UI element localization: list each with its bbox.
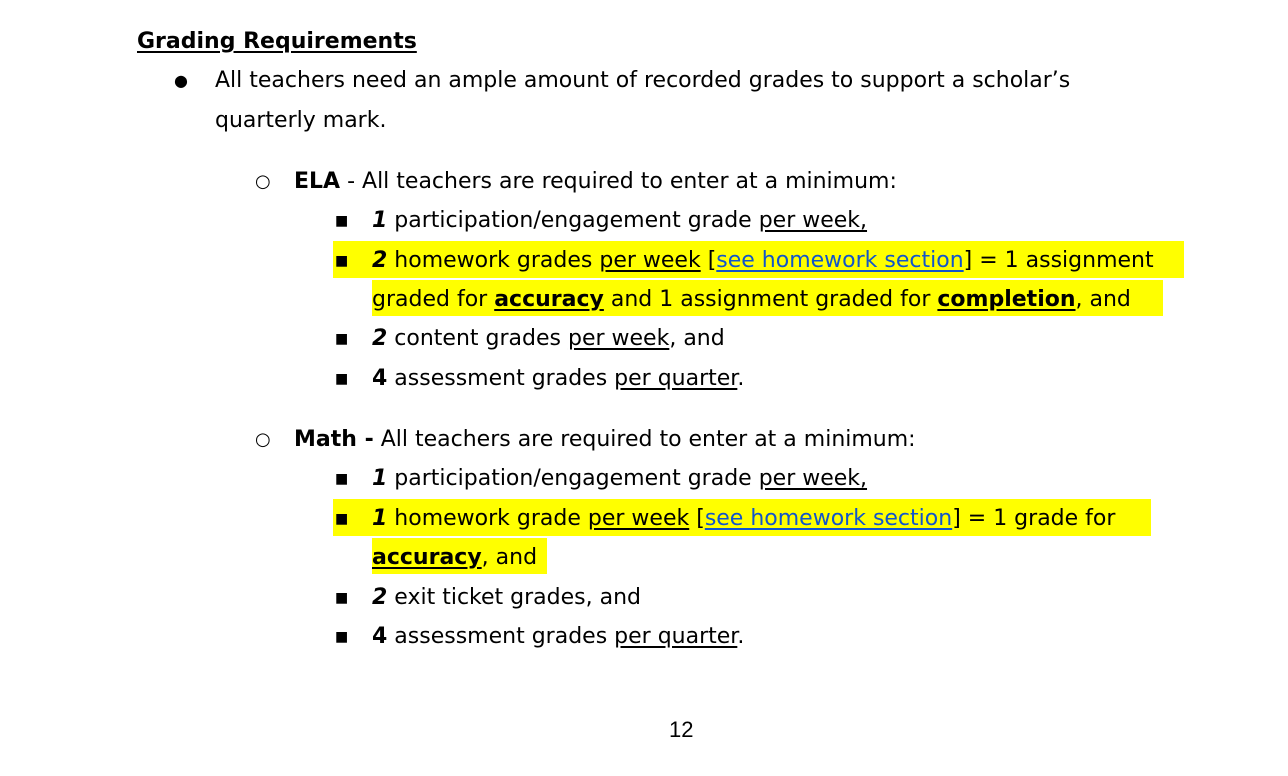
ela-lead: All teachers are required to enter at a minimum: [362, 169, 897, 194]
ela-content [372, 324, 725, 354]
page-number: 12 [669, 717, 694, 742]
math-line [294, 425, 916, 455]
bullet-square: ■ [335, 511, 349, 527]
text: content grades [387, 326, 568, 351]
text: , and [669, 326, 725, 351]
accuracy-term: accuracy [372, 545, 482, 570]
bullet-square: ■ [335, 471, 349, 487]
bullet-square: ■ [335, 213, 349, 229]
bracket: [ [689, 506, 705, 531]
text: assessment grades [387, 366, 615, 391]
frequency: per quarter [614, 624, 738, 649]
text: homework grades [387, 248, 600, 273]
homework-section-link[interactable]: see homework section [704, 506, 953, 531]
bullet-square: ■ [335, 590, 349, 606]
frequency: per week, [758, 466, 868, 491]
ela-sep: - [340, 169, 363, 194]
text: graded for [372, 287, 495, 312]
intro-line-2: quarterly mark. [215, 108, 387, 133]
ela-line [294, 167, 897, 197]
ela-label: ELA [294, 169, 341, 194]
text: , and [1075, 287, 1131, 312]
text: exit ticket grades, and [387, 585, 641, 610]
text: ] = 1 grade for [952, 506, 1116, 531]
ela-assessment [372, 364, 744, 394]
bullet-square: ■ [335, 331, 349, 347]
text: participation/engagement grade [387, 208, 759, 233]
math-homework-line-2 [372, 543, 537, 573]
ela-homework-line-2 [372, 285, 1131, 315]
frequency: per week, [758, 208, 868, 233]
count: 2 [372, 326, 388, 351]
count: 1 [372, 466, 388, 491]
math-participation [372, 464, 867, 494]
math-lead: All teachers are required to enter at a minimum: [373, 427, 916, 452]
bullet-circle: ○ [255, 429, 271, 450]
section-heading: Grading Requirements [137, 29, 417, 54]
completion-term: completion [937, 287, 1076, 312]
text: participation/engagement grade [387, 466, 759, 491]
ela-homework-line-1 [372, 246, 1154, 276]
text: and 1 assignment graded for [603, 287, 938, 312]
text: homework grade [387, 506, 588, 531]
bullet-square: ■ [335, 253, 349, 269]
bullet-circle: ○ [255, 171, 271, 192]
math-exit-ticket [372, 583, 641, 613]
bullet-disc: ● [174, 71, 188, 90]
text: . [737, 624, 745, 649]
count: 1 [372, 506, 388, 531]
bullet-square: ■ [335, 629, 349, 645]
intro-line-1: All teachers need an ample amount of recorded grades to support a scholar’s [215, 68, 1071, 93]
accuracy-term: accuracy [494, 287, 604, 312]
frequency: per week [567, 326, 670, 351]
text: ] = 1 assignment [963, 248, 1154, 273]
count: 1 [372, 208, 388, 233]
text: , and [481, 545, 538, 570]
math-assessment [372, 622, 744, 652]
frequency: per week [599, 248, 701, 273]
homework-section-link[interactable]: see homework section [716, 248, 964, 273]
bracket: [ [700, 248, 717, 273]
frequency: per quarter [614, 366, 738, 391]
count: 2 [372, 585, 388, 610]
math-homework-line-1 [372, 504, 1115, 534]
text: assessment grades [387, 624, 615, 649]
frequency: per week [587, 506, 690, 531]
text: . [737, 366, 745, 391]
math-label: Math - [294, 427, 374, 452]
count: 2 [372, 248, 388, 273]
bullet-square: ■ [335, 371, 349, 387]
ela-participation [372, 206, 867, 236]
count: 4 [372, 624, 388, 649]
count: 4 [372, 366, 388, 391]
